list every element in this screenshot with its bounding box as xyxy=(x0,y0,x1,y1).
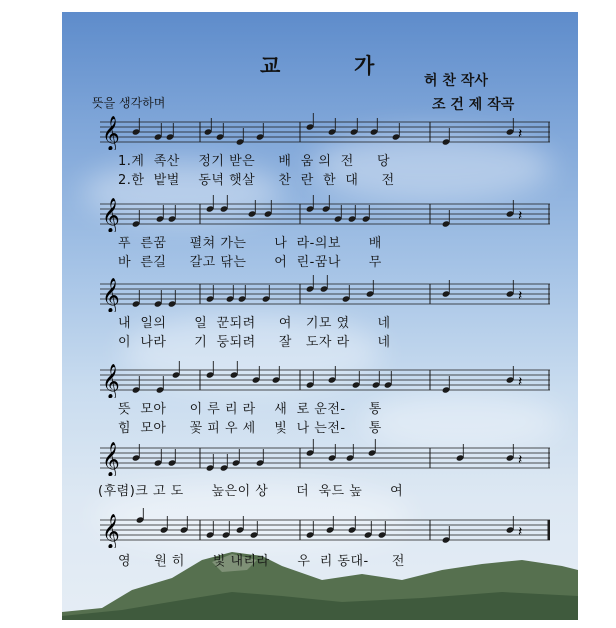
tempo-marking: 뜻을 생각하며 xyxy=(92,96,166,110)
lyric-line: 2.한 밭벌 동녁 햇살 찬 란 한 대 전 xyxy=(118,173,395,188)
svg-text:𝄽: 𝄽 xyxy=(518,126,523,142)
lyric-line: 푸 른꿈 펼쳐 가는 나 라-의보 배 xyxy=(118,236,382,251)
staff-system xyxy=(100,508,550,548)
staff-system xyxy=(100,272,550,312)
lyric-line: 바 른길 갈고 닦는 어 린-꿈나 무 xyxy=(118,255,382,270)
song-title-first: 교 xyxy=(260,54,281,78)
svg-text:𝄽: 𝄽 xyxy=(518,452,523,468)
composer-credit: 조 건 제 작곡 xyxy=(432,97,515,113)
lyric-line: 내 일의 일 꾼되려 여 기모 였 네 xyxy=(118,316,391,331)
treble-clef-icon: 𝄞 xyxy=(102,278,120,312)
svg-text:𝄽: 𝄽 xyxy=(518,288,523,304)
lyric-line: 힘 모아 꽃 피 우 세 빛 나 는전- 통 xyxy=(118,421,382,436)
lyric-line: (후렴)크 고 도 높은이 상 더 욱드 높 여 xyxy=(98,484,404,499)
treble-clef-icon: 𝄞 xyxy=(102,116,120,150)
staff-system xyxy=(100,436,550,476)
treble-clef-icon: 𝄞 xyxy=(102,442,120,476)
svg-text:𝄽: 𝄽 xyxy=(518,374,523,390)
treble-clef-icon: 𝄞 xyxy=(102,198,120,232)
song-title-second: 가 xyxy=(354,54,375,78)
treble-clef-icon: 𝄞 xyxy=(102,514,120,548)
score-sheet xyxy=(62,12,578,620)
lyric-line: 1.계 족산 정기 받은 배 움 의 전 당 xyxy=(118,154,391,169)
svg-text:𝄽: 𝄽 xyxy=(518,524,523,540)
svg-text:𝄽: 𝄽 xyxy=(518,208,523,224)
lyric-line: 영 원 히 빛 내리라 우 리 동대- 전 xyxy=(118,554,405,569)
lyricist-credit: 허 찬 작사 xyxy=(424,73,488,89)
staff-system xyxy=(100,358,550,398)
staff-system xyxy=(100,110,550,150)
treble-clef-icon: 𝄞 xyxy=(102,364,120,398)
staff-system xyxy=(100,192,550,232)
lyric-line: 뜻 모아 이 루 리 라 새 로 운전- 통 xyxy=(118,402,382,417)
lyric-line: 이 나라 기 둥되려 잘 도자 라 네 xyxy=(118,335,391,350)
